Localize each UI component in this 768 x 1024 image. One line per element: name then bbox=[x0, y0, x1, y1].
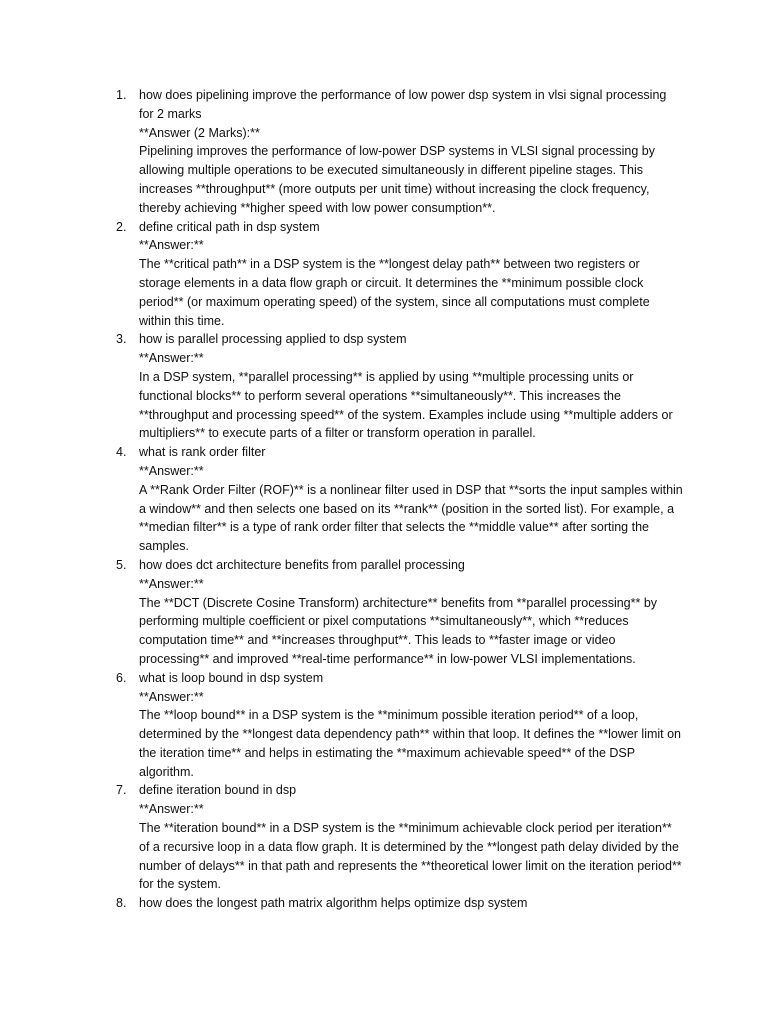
answer-label: **Answer:** bbox=[139, 238, 204, 253]
answer-label: **Answer (2 Marks):** bbox=[139, 125, 260, 140]
answer-label: **Answer:** bbox=[139, 802, 204, 817]
question-item bbox=[114, 894, 684, 913]
answer-text: The **loop bound** in a DSP system is the **minimum possible iteration period** of a loop, determined by the **longest data dependency path** within that loop. It defines the **lower limit on the iteration time** and helps in estimating the **maximum achievable speed** of the DSP algorithm. bbox=[139, 708, 682, 779]
answer-label: **Answer:** bbox=[139, 576, 204, 591]
question-item bbox=[114, 781, 684, 894]
answer-text: The **iteration bound** in a DSP system is the **minimum achievable clock period per iteration** of a recursive loop in a data flow graph. It is determined by the **longest path delay divided by the number of delays** in that path and represents the **theoretical lower limit on the iteration period** for the system. bbox=[139, 821, 682, 892]
question-text: how does dct architecture benefits from parallel processing bbox=[139, 557, 465, 572]
answer-text: In a DSP system, **parallel processing** is applied by using **multiple processing units or functional blocks** to perform several operations **simultaneously**. This increases the **throughput and processing speed** of the system. Examples include using **multiple adders or multipliers** to execute parts of a filter or transform operation in parallel. bbox=[139, 369, 673, 441]
question-item bbox=[114, 330, 684, 443]
answer-text: Pipelining improves the performance of low-power DSP systems in VLSI signal processing by allowing multiple operations to be executed simultaneously in different pipeline stages. This increases **throughput** (more outputs per unit time) without increasing the clock frequency, thereby achieving **higher speed with low power consumption**. bbox=[139, 144, 655, 215]
answer-text: The **DCT (Discrete Cosine Transform) architecture** benefits from **parallel processing** by performing multiple coefficient or pixel computations **simultaneously**, which **reduces computation time** and **increases throughput**. This leads to **faster image or video processing** and improved **real-time performance** in low-power VLSI implementations. bbox=[139, 595, 658, 666]
answer-label: **Answer:** bbox=[139, 463, 204, 478]
question-item bbox=[114, 669, 684, 782]
question-text: define critical path in dsp system bbox=[139, 219, 320, 234]
answer-label: **Answer:** bbox=[139, 689, 204, 704]
question-number: 3. bbox=[116, 332, 127, 347]
question-text: how does pipelining improve the performance of low power dsp system in vlsi signal processing for 2 marks bbox=[139, 88, 667, 121]
question-text: how does the longest path matrix algorithm helps optimize dsp system bbox=[139, 896, 528, 911]
question-number: 6. bbox=[116, 670, 127, 685]
question-item bbox=[114, 218, 684, 331]
question-text: what is rank order filter bbox=[139, 445, 266, 460]
question-text: define iteration bound in dsp bbox=[139, 783, 297, 798]
question-text: how is parallel processing applied to dsp system bbox=[139, 332, 407, 347]
question-number: 7. bbox=[116, 783, 127, 798]
question-item bbox=[114, 86, 684, 218]
question-number: 1. bbox=[116, 88, 127, 102]
question-item bbox=[114, 443, 684, 556]
question-list bbox=[114, 86, 684, 913]
question-number: 8. bbox=[116, 896, 127, 911]
question-item bbox=[114, 556, 684, 669]
question-number: 4. bbox=[116, 445, 127, 460]
answer-label: **Answer:** bbox=[139, 351, 204, 366]
answer-text: The **critical path** in a DSP system is the **longest delay path** between two registers or storage elements in a data flow graph or circuit. It determines the **minimum possible clock period** (or maximum operating speed) of the system, since all computations must complete within this time. bbox=[139, 257, 650, 328]
answer-text: A **Rank Order Filter (ROF)** is a nonlinear filter used in DSP that **sorts the input samples within a window** and then selects one based on its **rank** (position in the sorted list). For example, a **median filter** is a type of rank order filter that selects the **middle value** after sorting the samples. bbox=[139, 482, 683, 554]
question-number: 5. bbox=[116, 557, 127, 572]
question-text: what is loop bound in dsp system bbox=[139, 670, 324, 685]
question-number: 2. bbox=[116, 219, 127, 234]
